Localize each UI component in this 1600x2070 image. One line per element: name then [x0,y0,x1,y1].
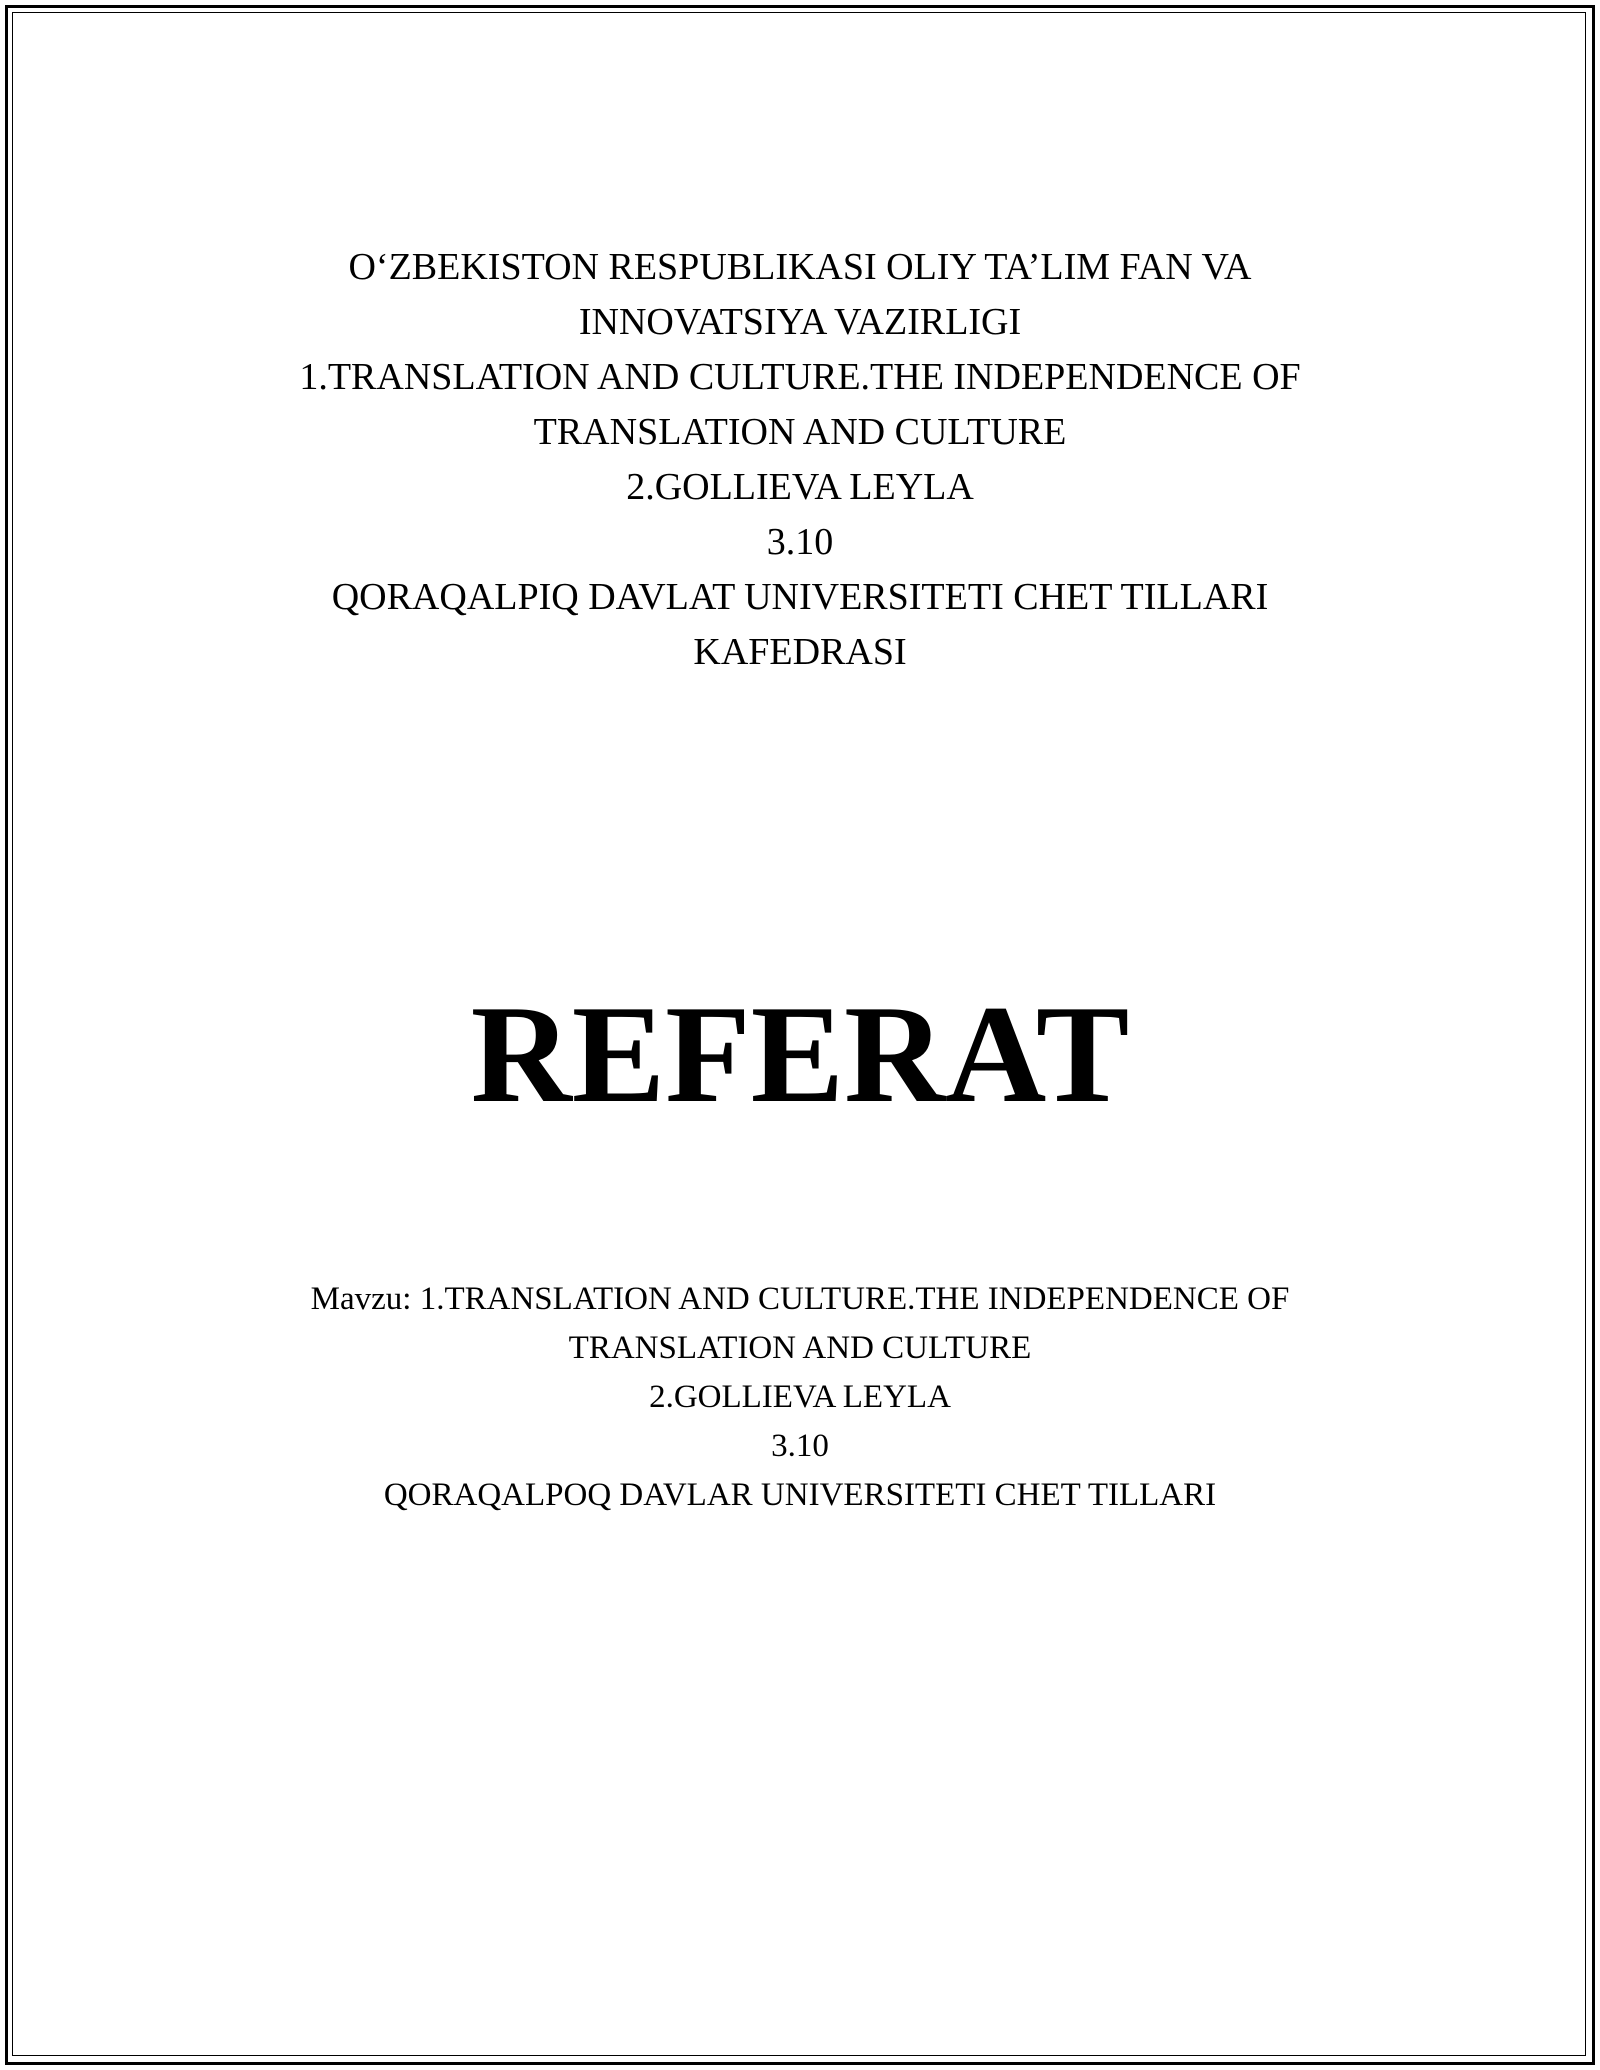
topic-line-1: 1.TRANSLATION AND CULTURE.THE INDEPENDENCE OF [299,356,1301,398]
university-line-1: QORAQALPIQ DAVLAT UNIVERSITETI CHET TILLARI [331,576,1269,618]
ministry-line-1: O‘ZBEKISTON RESPUBLIKASI OLIY TA’LIM FAN VA [348,246,1252,288]
document-title: REFERAT [470,977,1130,1132]
topic-university: QORAQALPOQ DAVLAR UNIVERSITETI CHET TILLARI [383,1477,1217,1513]
topic-author-name: 2.GOLLIEVA LEYLA [649,1379,951,1415]
ministry-line-2: INNOVATSIYA VAZIRLIGI [578,301,1022,343]
header-block [0,240,1600,680]
topic-block [0,1275,1600,1520]
topic-line-2: TRANSLATION AND CULTURE [533,411,1067,453]
topic-subject-line-2: TRANSLATION AND CULTURE [568,1330,1032,1366]
topic-item-number: 3.10 [771,1428,829,1464]
topic-subject-line-1: Mavzu: 1.TRANSLATION AND CULTURE.THE INDEPENDENCE OF [310,1281,1290,1317]
author-name: 2.GOLLIEVA LEYLA [626,466,974,508]
university-line-2: KAFEDRASI [693,631,907,673]
item-number: 3.10 [766,521,834,563]
